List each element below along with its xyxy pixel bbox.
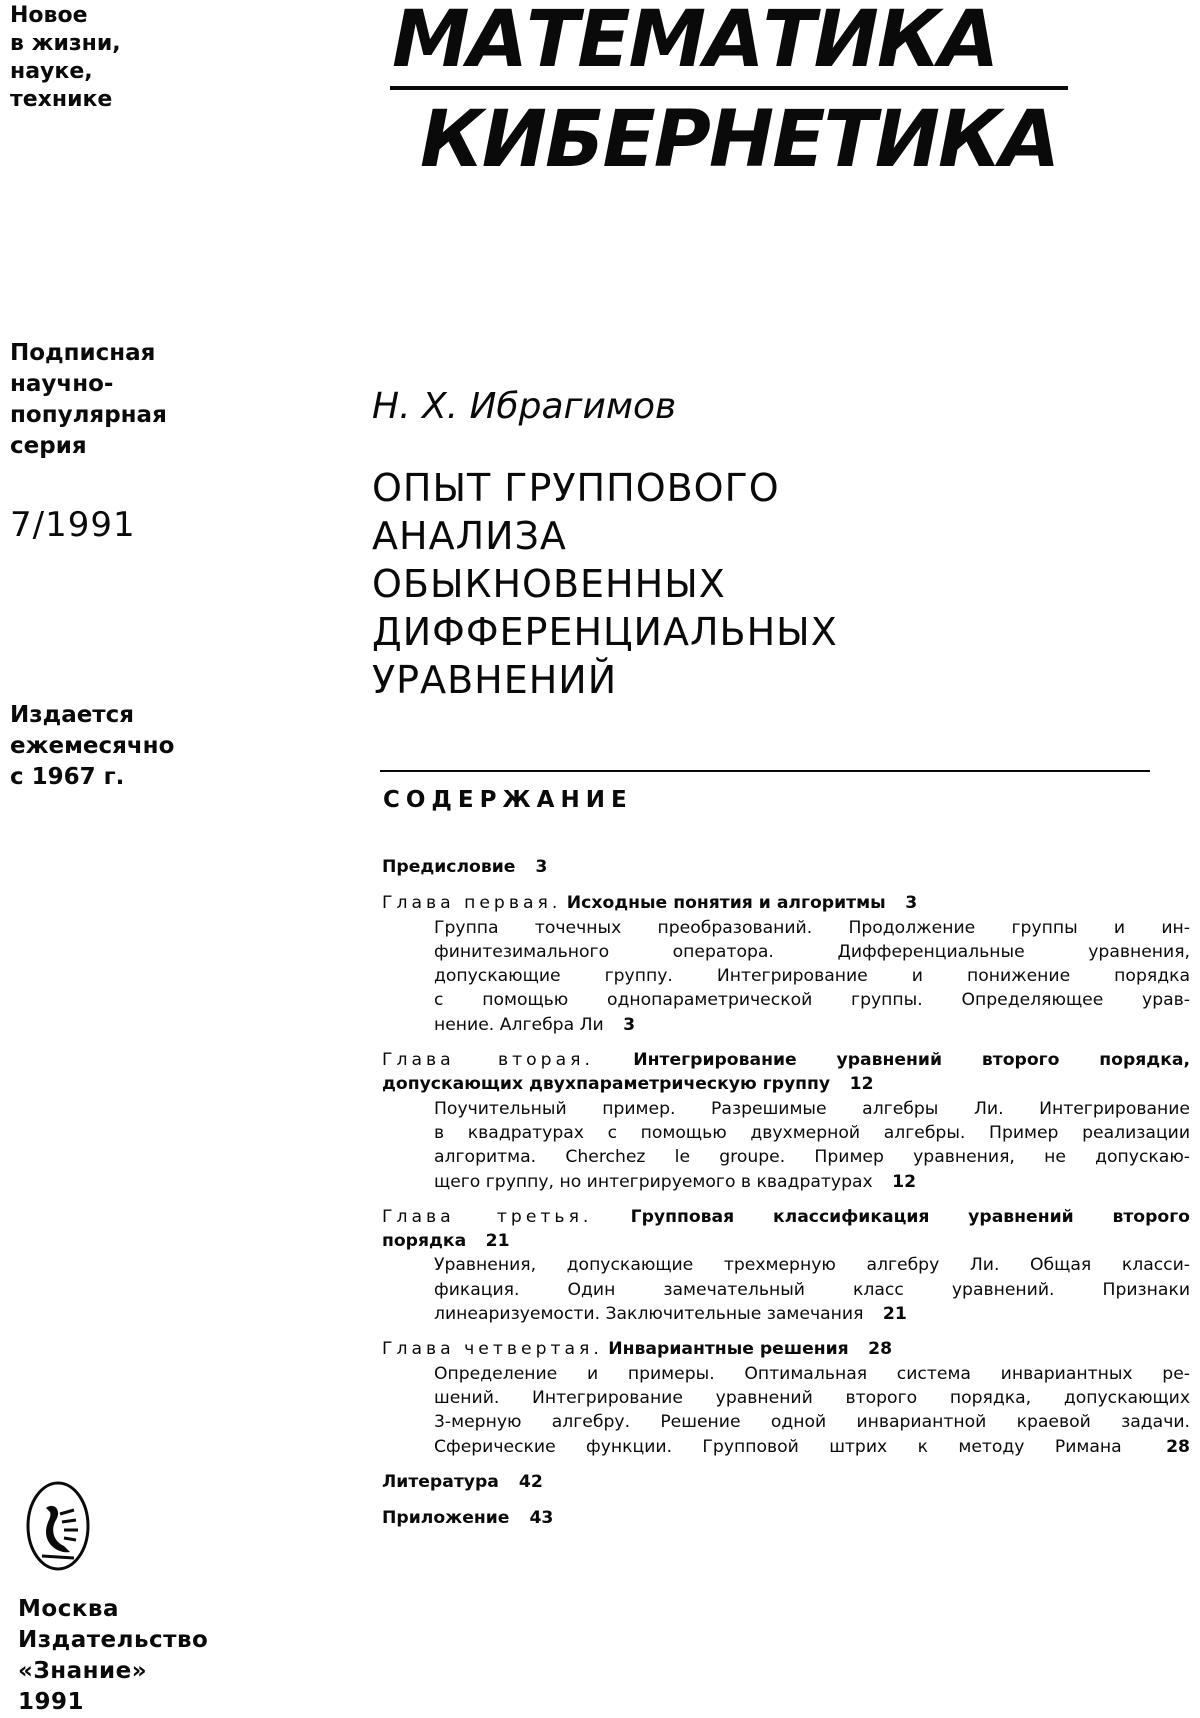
description-line: Поучительный пример. Разрешимые алгебры Ли. Интегрирование — [434, 1098, 1190, 1119]
description-text: нение. Алгебра Ли — [434, 1014, 604, 1035]
chapter-heading-line — [382, 891, 1190, 915]
description-line: шений. Интегрирование уравнений второго порядка, допускающих — [434, 1387, 1190, 1408]
contents-divider — [380, 770, 1150, 772]
magazine-title-line1: МАТЕМАТИКА — [392, 0, 998, 85]
subscription-line: научно- — [10, 371, 114, 397]
chapter-heading-line — [382, 1072, 1190, 1096]
toc-entry-preface — [382, 855, 1190, 879]
series-header-line: науке, — [10, 59, 93, 84]
chapter-heading-line — [382, 1337, 1190, 1361]
series-header — [10, 2, 121, 114]
series-header-line: в жизни, — [10, 31, 121, 56]
chapter-description — [382, 1253, 1190, 1326]
subscription-series — [10, 338, 167, 462]
description-line-last — [434, 1013, 1190, 1037]
description-page: 3 — [623, 1014, 636, 1035]
chapter-title: порядка — [382, 1231, 467, 1252]
chapter-prefix: Глава третья. — [382, 1206, 593, 1227]
toc-label: Предисловие — [382, 857, 516, 877]
issue-number: 7/1991 — [10, 505, 136, 545]
chapter-title: Инвариантные решения — [608, 1339, 849, 1360]
frequency-line: ежемесячно — [10, 733, 175, 759]
description-line: алгоритма. Cherchez le groupe. Пример уравнения, не допускаю- — [434, 1147, 1190, 1168]
toc-chapter-3 — [382, 1205, 1190, 1326]
toc-chapter-1 — [382, 891, 1190, 1037]
table-of-contents — [382, 855, 1190, 1542]
publisher-line: Издательство — [18, 1627, 209, 1653]
description-text: линеаризуемости. Заключительные замечания — [434, 1304, 864, 1325]
toc-label: Литература — [382, 1471, 499, 1492]
publisher-info — [18, 1594, 208, 1718]
chapter-prefix: Глава вторая. — [382, 1050, 594, 1071]
publisher-line: «Знание» — [18, 1658, 148, 1684]
author-name: Н. Х. Ибрагимов — [372, 386, 677, 427]
toc-chapter-2 — [382, 1048, 1190, 1194]
description-text: щего группу, но интегрируемого в квадратурах — [434, 1171, 873, 1192]
book-title-line: ОПЫТ ГРУППОВОГО — [372, 466, 780, 510]
description-line: в квадратурах с помощью двухмерной алгебры. Пример реализации — [434, 1122, 1190, 1143]
chapter-page: 28 — [868, 1339, 893, 1360]
toc-label: Приложение — [382, 1508, 510, 1529]
chapter-heading-line — [382, 1229, 1190, 1253]
description-line: Группа точечных преобразований. Продолжение группы и ин- — [434, 917, 1190, 938]
chapter-title: Исходные понятия и алгоритмы — [566, 893, 886, 914]
description-line-last — [434, 1302, 1190, 1326]
publisher-logo-icon — [24, 1480, 92, 1572]
description-line: допускающие группу. Интегрирование и понижение порядка — [434, 966, 1190, 987]
toc-entry-literature — [382, 1470, 1190, 1494]
description-line: Уравнения, допускающие трехмерную алгебру Ли. Общая класси- — [434, 1255, 1190, 1276]
frequency-note — [10, 700, 174, 793]
description-line: с помощью однопараметрической группы. Определяющее урав- — [434, 990, 1190, 1011]
chapter-title: Групповая классификация уравнений второго — [630, 1206, 1190, 1227]
description-page: 21 — [882, 1304, 907, 1325]
subscription-line: серия — [10, 433, 87, 459]
chapter-title: Интегрирование уравнений второго порядка, — [633, 1050, 1190, 1071]
frequency-line: с 1967 г. — [10, 764, 125, 790]
chapter-prefix: Глава четвертая. — [382, 1339, 603, 1360]
chapter-page: 21 — [485, 1231, 510, 1252]
description-page: 28 — [1166, 1436, 1191, 1457]
series-header-line: Новое — [10, 3, 88, 28]
book-title-line: УРАВНЕНИЙ — [372, 658, 618, 702]
description-line: фикация. Один замечательный класс уравнений. Признаки — [434, 1279, 1190, 1300]
frequency-line: Издается — [10, 702, 135, 728]
toc-page: 42 — [518, 1471, 543, 1492]
chapter-heading-line — [382, 1048, 1190, 1072]
description-line: финитезимального оператора. Дифференциальные уравнения, — [434, 941, 1190, 962]
book-title-line: ДИФФЕРЕНЦИАЛЬНЫХ — [372, 610, 838, 654]
description-line-last — [434, 1435, 1190, 1459]
book-title — [372, 464, 838, 704]
subscription-line: популярная — [10, 402, 167, 428]
chapter-page: 12 — [849, 1074, 874, 1095]
description-text: Сферические функции. Групповой штрих к методу Римана — [434, 1436, 1122, 1457]
book-title-line: ОБЫКНОВЕННЫХ — [372, 562, 726, 606]
publisher-line: Москва — [18, 1596, 120, 1622]
toc-page: 43 — [529, 1508, 554, 1529]
series-header-line: технике — [10, 87, 113, 112]
description-page: 12 — [892, 1171, 917, 1192]
description-line: Определение и примеры. Оптимальная система инвариантных ре- — [434, 1363, 1190, 1384]
chapter-page: 3 — [905, 893, 918, 914]
chapter-description — [382, 916, 1190, 1037]
chapter-description — [382, 1362, 1190, 1459]
toc-page: 3 — [535, 857, 548, 877]
magazine-title-line2: КИБЕРНЕТИКА — [420, 95, 1059, 185]
subscription-line: Подписная — [10, 340, 156, 366]
toc-entry-appendix — [382, 1506, 1190, 1530]
book-title-line: АНАЛИЗА — [372, 514, 567, 558]
description-line: 3-мерную алгебру. Решение одной инвариантной краевой задачи. — [434, 1412, 1190, 1433]
chapter-description — [382, 1097, 1190, 1194]
description-line-last — [434, 1170, 1190, 1194]
title-divider — [390, 86, 1068, 90]
toc-chapter-4 — [382, 1337, 1190, 1458]
publisher-line: 1991 — [18, 1689, 85, 1715]
chapter-prefix: Глава первая. — [382, 893, 562, 914]
chapter-heading-line — [382, 1205, 1190, 1229]
chapter-title: допускающих двухпараметрическую группу — [382, 1074, 831, 1095]
contents-heading: СОДЕРЖАНИЕ — [383, 787, 633, 813]
